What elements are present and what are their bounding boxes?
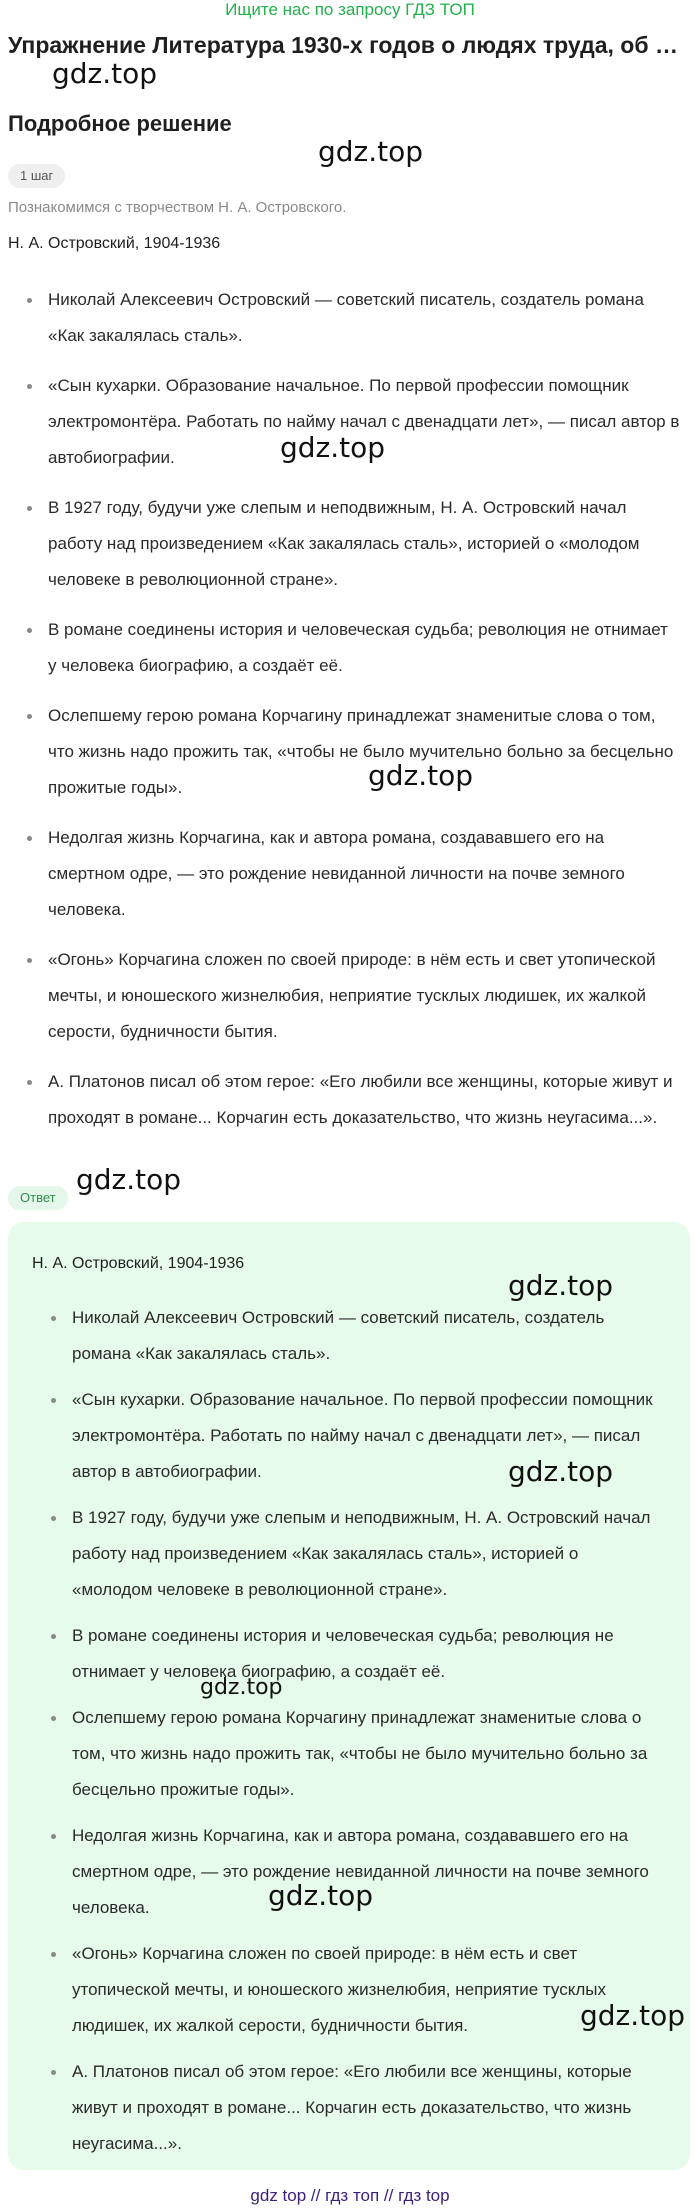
list-item: В романе соединены история и человеческая судьба; революция не отнимает у человека биографию, а создаёт её.: [8, 612, 680, 684]
solution-heading: Подробное решение: [8, 111, 232, 136]
watermark: gdz.top: [508, 1269, 614, 1302]
watermark: gdz.top: [280, 431, 386, 464]
list-item: В 1927 году, будучи уже слепым и неподвижным, Н. А. Островский начал работу над произведением «Как закалялась сталь», историей о «молодом человеке в революционной стране».: [32, 1500, 662, 1608]
page-title: Упражнение Литература 1930-х годов о людях труда, об и...: [8, 32, 688, 58]
watermark: gdz.top: [368, 759, 474, 792]
list-item: Николай Алексеевич Островский — советский писатель, создатель романа «Как закалялась сталь».: [32, 1300, 662, 1372]
list-item: Недолгая жизнь Корчагина, как и автора романа, создававшего его на смертном одре, — это рождение невиданной личности на почве земного человека.: [32, 1818, 662, 1926]
list-item: Ослепшему герою романа Корчагину принадлежат знаменитые слова о том, что жизнь надо прожить так, «чтобы не было мучительно больно за бесцельно прожитые годы».: [32, 1700, 662, 1808]
list-item: А. Платонов писал об этом герое: «Его любили все женщины, которые живут и проходят в романе... Корчагин есть доказательство, что жизнь неугасима...».: [32, 2054, 662, 2162]
list-item: В 1927 году, будучи уже слепым и неподвижным, Н. А. Островский начал работу над произведением «Как закалялась сталь», историей о «молодом человеке в революционной стране».: [8, 490, 680, 598]
watermark: gdz.top: [268, 1879, 374, 1912]
footer-links[interactable]: gdz top // гдз топ // гдз top: [250, 2186, 450, 2205]
list-item: Недолгая жизнь Корчагина, как и автора романа, создававшего его на смертном одре, — это рождение невиданной личности на почве земного человека.: [8, 820, 680, 928]
watermark: gdz.top: [76, 1163, 182, 1196]
answer-list: [32, 1300, 662, 2172]
answer-heading: Н. А. Островский, 1904-1936: [32, 1255, 245, 1272]
watermark: gdz.top: [200, 1675, 283, 1700]
list-item: В романе соединены история и человеческая судьба; революция не отнимает у человека биографию, а создаёт её.: [32, 1618, 662, 1690]
watermark: gdz.top: [508, 1455, 614, 1488]
facts-list: [8, 282, 680, 1150]
watermark: gdz.top: [318, 135, 424, 168]
answer-badge: Ответ: [8, 1186, 68, 1210]
watermark: gdz.top: [52, 57, 158, 90]
step-intro: Познакомимся с творчеством Н. А. Островского.: [8, 199, 347, 216]
list-item: «Огонь» Корчагина сложен по своей природе: в нём есть и свет утопической мечты, и юношеского жизнелюбия, неприятие тусклых людишек, их жалкой серости, будничности бытия.: [32, 1936, 662, 2044]
list-item: Ослепшему герою романа Корчагину принадлежат знаменитые слова о том, что жизнь надо прожить так, «чтобы не было мучительно больно за бесцельно прожитые годы».: [8, 698, 680, 806]
list-item: «Огонь» Корчагина сложен по своей природе: в нём есть и свет утопической мечты, и юношеского жизнелюбия, неприятие тусклых людишек, их жалкой серости, будничности бытия.: [8, 942, 680, 1050]
section-heading: Н. А. Островский, 1904-1936: [8, 235, 221, 252]
step-badge: 1 шаг: [8, 164, 65, 188]
list-item: «Сын кухарки. Образование начальное. По первой профессии помощник электромонтёра. Работать по найму начал с двенадцати лет», — писал автор в автобиографии.: [32, 1382, 662, 1490]
list-item: «Сын кухарки. Образование начальное. По первой профессии помощник электромонтёра. Работать по найму начал с двенадцати лет», — писал автор в автобиографии.: [8, 368, 680, 476]
list-item: А. Платонов писал об этом герое: «Его любили все женщины, которые живут и проходят в романе... Корчагин есть доказательство, что жизнь неугасима...».: [8, 1064, 680, 1136]
watermark: gdz.top: [580, 1999, 686, 2032]
search-banner[interactable]: Ищите нас по запросу ГДЗ ТОП: [225, 0, 475, 19]
list-item: Николай Алексеевич Островский — советский писатель, создатель романа «Как закалялась сталь».: [8, 282, 680, 354]
